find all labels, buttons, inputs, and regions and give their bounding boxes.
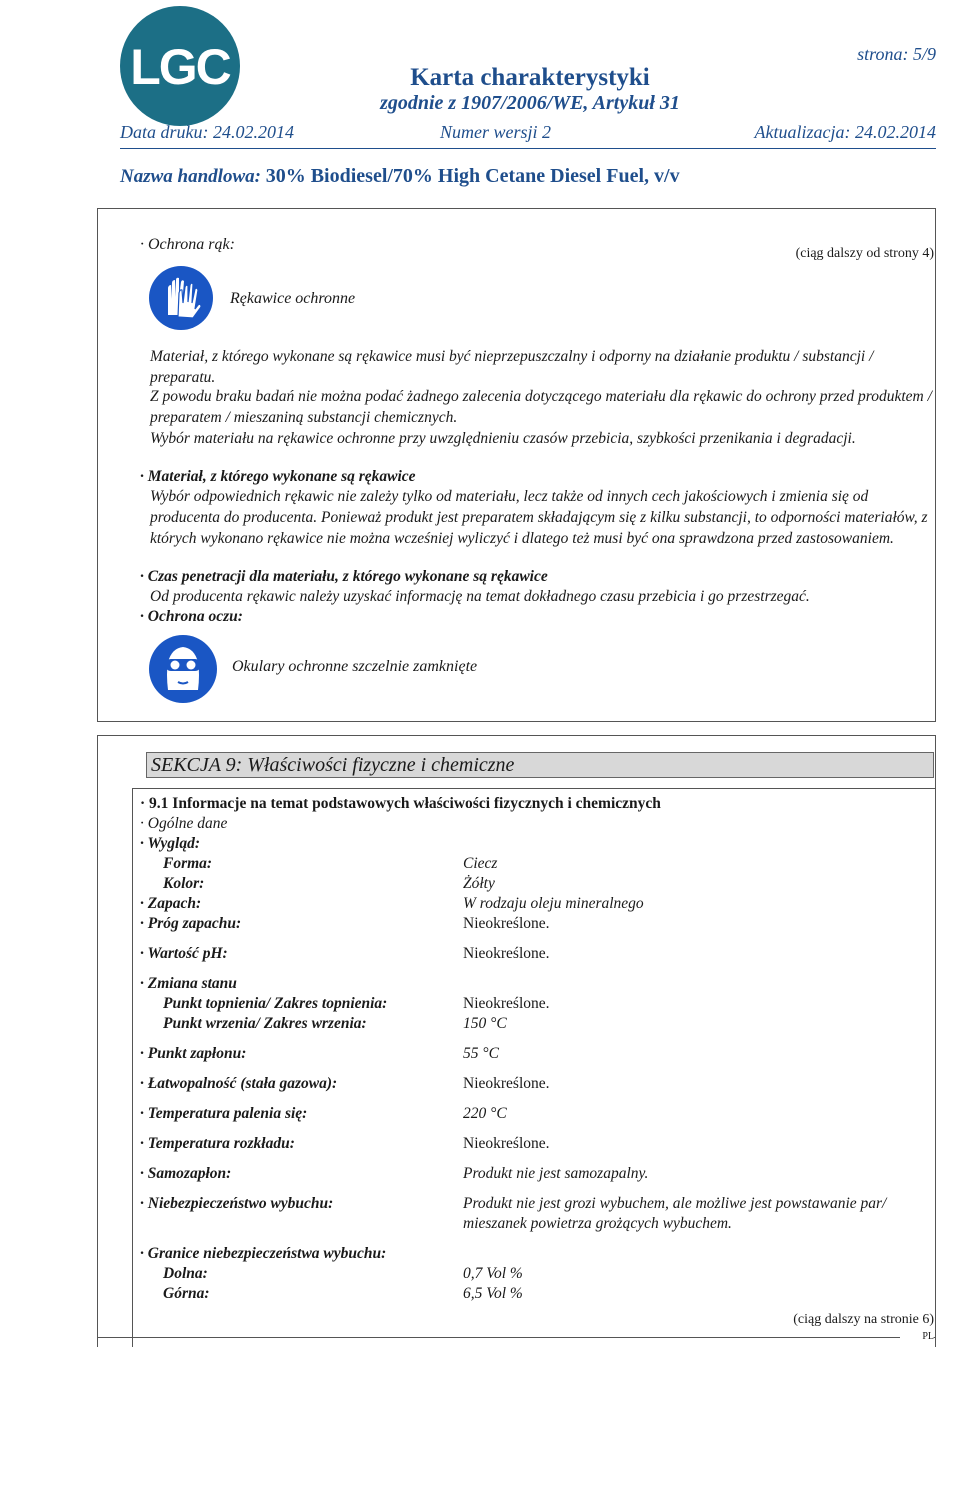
explosion-label: · Niebezpieczeństwo wybuchu: bbox=[140, 1195, 334, 1212]
hand-protection-label: · Ochrona rąk: bbox=[140, 236, 235, 253]
gloves-pictogram-icon bbox=[148, 265, 214, 331]
section9-heading: SEKCJA 9: Właściwości fizyczne i chemiczne bbox=[151, 754, 515, 776]
flammability-label: · Łatwopalność (stała gazowa): bbox=[140, 1075, 338, 1092]
upper-limit-value: 6,5 Vol % bbox=[463, 1285, 523, 1302]
decomposition-value: Nieokreślone. bbox=[463, 1135, 550, 1152]
version-number: Numer wersji 2 bbox=[440, 122, 552, 142]
self-ignition-value: Produkt nie jest samozapalny. bbox=[463, 1165, 649, 1182]
hand-paragraph-3: Wybór materiału na rękawice ochronne przy uwzględnieniu czasów przebicia, szybkości przenikania i degradacji. bbox=[150, 430, 856, 447]
melting-label: Punkt topnienia/ Zakres topnienia: bbox=[163, 995, 388, 1012]
continued-on: (ciąg dalszy na stronie 6) bbox=[793, 1312, 934, 1327]
form-label: Forma: bbox=[163, 855, 213, 872]
odor-value: W rodzaju oleju mineralnego bbox=[463, 895, 644, 912]
form-value: Ciecz bbox=[463, 855, 498, 872]
upper-limit-label: Górna: bbox=[163, 1285, 210, 1302]
print-date: Data druku: 24.02.2014 bbox=[120, 122, 294, 142]
self-ignition-label: · Samozapłon: bbox=[140, 1165, 232, 1182]
penetration-heading: · Czas penetracji dla materiału, z którego wykonane są rękawice bbox=[140, 568, 548, 585]
flammability-value: Nieokreślone. bbox=[463, 1075, 550, 1092]
decomposition-label: · Temperatura rozkładu: bbox=[140, 1135, 295, 1152]
page-number: strona: 5/9 bbox=[857, 44, 936, 64]
material-text: Wybór odpowiednich rękawic nie zależy tylko od materiału, lecz także od innych cech jakościowych i zmienia się od producenta do producenta. Ponieważ produkt jest preparatem składającym się z kilku substancji, to odporności materiałów, z których wykonano rękawice nie można wcześniej wyliczyć i dlatego też musi być ona sprawdzona przed zastosowaniem. bbox=[150, 488, 928, 547]
melting-value: Nieokreślone. bbox=[463, 995, 550, 1012]
explosion-value: Produkt nie jest grozi wybuchem, ale możliwe jest powstawanie par/ mieszanek powietrza grożących wybuchem. bbox=[463, 1195, 887, 1232]
state-change-label: · Zmiana stanu bbox=[140, 975, 237, 992]
color-value: Żółty bbox=[463, 875, 495, 892]
update-date: Aktualizacja: 24.02.2014 bbox=[754, 122, 936, 142]
odor-threshold-value: Nieokreślone. bbox=[463, 915, 550, 932]
ignition-temp-value: 220 °C bbox=[463, 1105, 507, 1122]
eye-protection-label: · Ochrona oczu: bbox=[140, 608, 243, 625]
ph-label: · Wartość pH: bbox=[140, 945, 228, 962]
boiling-label: Punkt wrzenia/ Zakres wrzenia: bbox=[163, 1015, 367, 1032]
color-label: Kolor: bbox=[163, 875, 205, 892]
general-data: · Ogólne dane bbox=[140, 815, 228, 832]
goggles-caption: Okulary ochronne szczelnie zamknięte bbox=[232, 658, 478, 675]
document-subtitle: zgodnie z 1907/2006/WE, Artykuł 31 bbox=[380, 92, 680, 114]
logo-text: LGC bbox=[130, 39, 230, 95]
lgc-logo bbox=[120, 6, 240, 126]
trade-name bbox=[120, 165, 680, 188]
trade-name-value: 30% Biodiesel/70% High Cetane Diesel Fuel, v/v bbox=[265, 165, 680, 187]
odor-threshold-label: · Próg zapachu: bbox=[140, 915, 242, 932]
continued-from: (ciąg dalszy od strony 4) bbox=[795, 246, 934, 261]
goggles-pictogram-icon bbox=[148, 634, 218, 704]
section9-heading-bar bbox=[146, 752, 934, 778]
ph-value: Nieokreślone. bbox=[463, 945, 550, 962]
trade-name-label: Nazwa handlowa: bbox=[120, 166, 261, 187]
flash-point-label: · Punkt zapłonu: bbox=[140, 1045, 247, 1062]
lower-limit-label: Dolna: bbox=[163, 1265, 208, 1282]
boiling-value: 150 °C bbox=[463, 1015, 507, 1032]
lower-limit-value: 0,7 Vol % bbox=[463, 1265, 523, 1282]
hand-paragraph-2: Z powodu braku badań nie można podać żadnego zalecenia dotyczącego materiału dla rękawic do ochrony przed produktem / preparatem / mieszaniną substancji chemicznych. bbox=[150, 388, 932, 426]
gloves-caption: Rękawice ochronne bbox=[230, 290, 356, 307]
odor-label: · Zapach: bbox=[140, 895, 202, 912]
material-heading: · Materiał, z którego wykonane są rękawice bbox=[140, 468, 416, 485]
appearance-label: · Wygląd: bbox=[140, 835, 201, 852]
explosion-limits-label: · Granice niebezpieczeństwa wybuchu: bbox=[140, 1245, 387, 1262]
hand-paragraph-1: Materiał, z którego wykonane są rękawice musi być nieprzepuszczalny i odporny na działanie produktu / substancji / preparatu. bbox=[150, 348, 874, 386]
subsection-heading: · 9.1 Informacje na temat podstawowych właściwości fizycznych i chemicznych bbox=[140, 795, 661, 812]
footer-divider bbox=[97, 1337, 936, 1338]
ignition-temp-label: · Temperatura palenia się: bbox=[140, 1105, 308, 1122]
penetration-text: Od producenta rękawic należy uzyskać informację na temat dokładnego czasu przebicia i go przestrzegać. bbox=[150, 588, 810, 605]
language-code: PL bbox=[900, 1331, 934, 1342]
document-title: Karta charakterystyki bbox=[410, 64, 650, 91]
flash-point-value: 55 °C bbox=[463, 1045, 499, 1062]
section8-box bbox=[97, 208, 936, 722]
header-divider bbox=[120, 148, 936, 149]
